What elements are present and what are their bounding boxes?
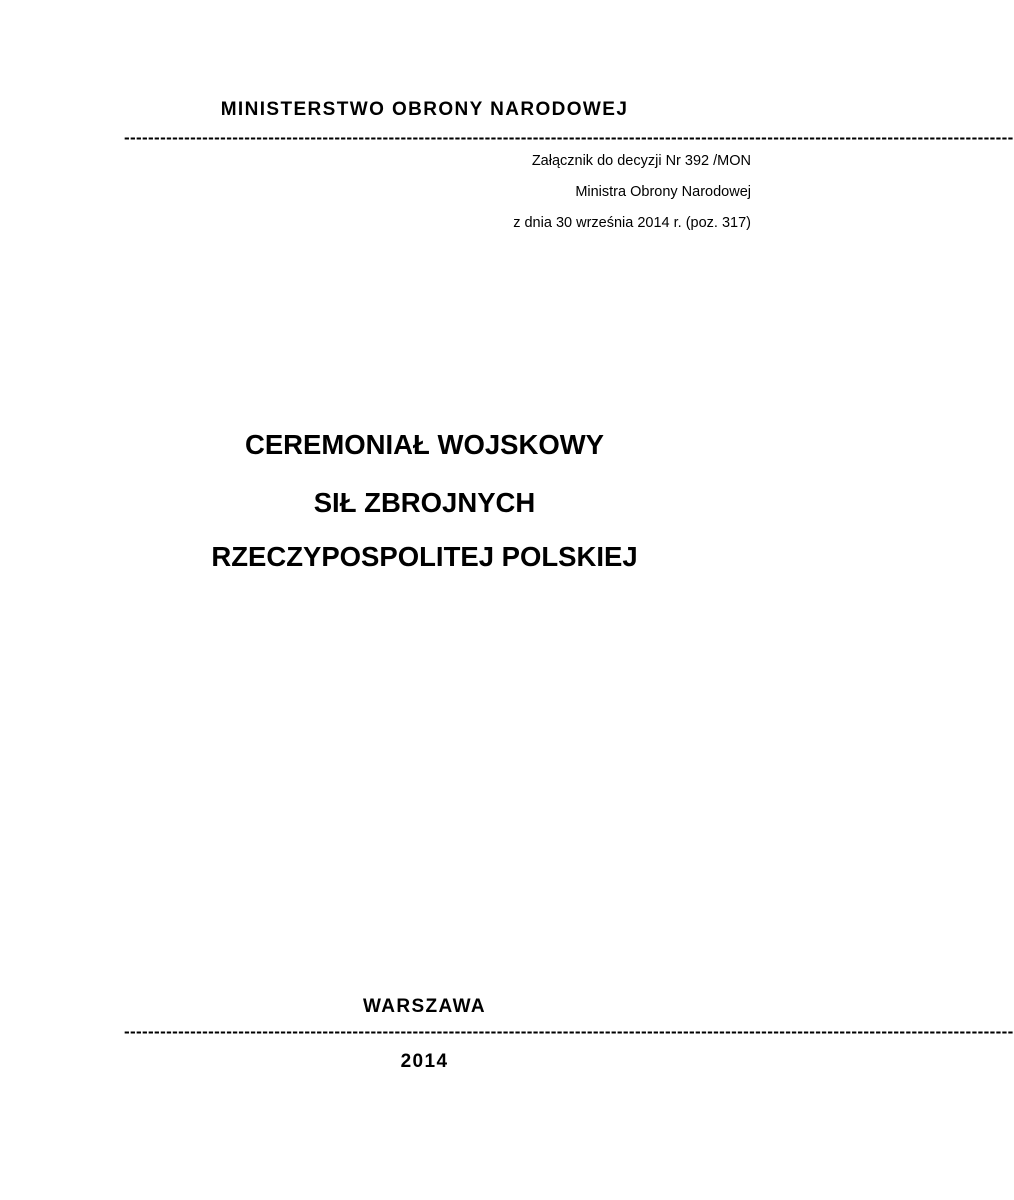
- attachment-line-1: Załącznik do decyzji Nr 392 /MON: [531, 153, 751, 169]
- footer-separator: ----------------------------------------------------------------------------------------------------------------------------------------------------: [124, 1022, 1014, 1041]
- ministry-name: MINISTERSTWO OBRONY NARODOWEJ: [220, 99, 629, 120]
- attachment-line-3: z dnia 30 września 2014 r. (poz. 317): [513, 215, 751, 231]
- header-separator: ----------------------------------------------------------------------------------------------------------------------------------------------------: [124, 128, 1014, 147]
- document-title-line-1: CEREMONIAŁ WOJSKOWY: [244, 429, 605, 460]
- document-title-line-3: RZECZYPOSPOLITEJ POLSKIEJ: [211, 541, 638, 572]
- publication-city: WARSZAWA: [362, 996, 487, 1017]
- document-title-line-2: SIŁ ZBROJNYCH: [313, 487, 536, 518]
- attachment-line-2: Ministra Obrony Narodowej: [575, 184, 751, 200]
- publication-year: 2014: [400, 1051, 449, 1072]
